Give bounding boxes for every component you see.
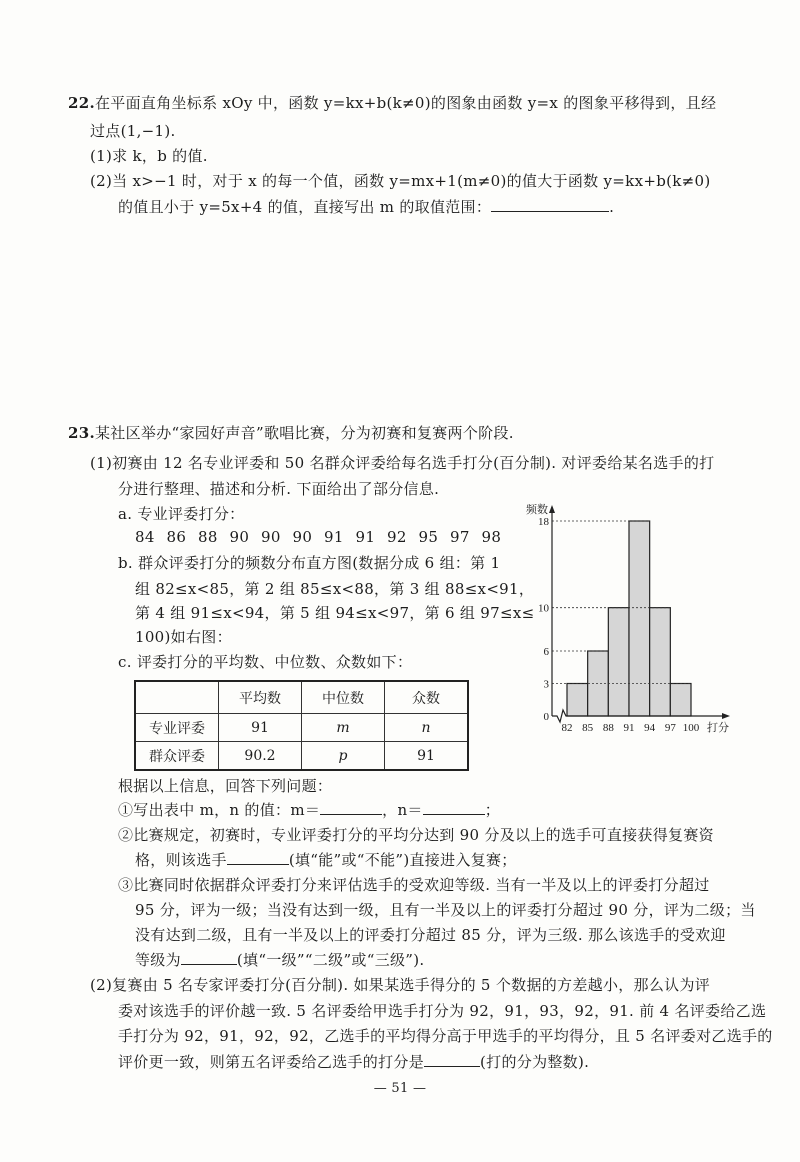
q23-p2-line1: (2)复赛由 5 名专家评委打分(百分制). 如果某选手得分的 5 个数据的方差越小，那么认为评 (90, 976, 711, 994)
q23-p1-line2: 分进行整理、描述和分析. 下面给出了部分信息. (118, 480, 440, 498)
q23-p2-text: 评价更一致，则第五名评委给乙选手的打分是 (118, 1053, 425, 1071)
q23-sub1-end: ； (484, 801, 501, 819)
x-tick-label: 85 (582, 722, 594, 734)
q23-p1-line1: (1)初赛由 12 名专业评委和 50 名群众评委给每名选手打分(百分制). 对评委给某名选手的打 (90, 454, 715, 472)
table-header-cell: 平均数 (219, 681, 302, 714)
y-tick-label: 18 (538, 516, 549, 528)
table-header-cell (135, 681, 219, 714)
q23-sub3-text: 等级为 (135, 951, 181, 969)
q23-b-line1: b. 群众评委打分的频数分布直方图(数据分成 6 组：第 1 (118, 554, 501, 572)
q23-professional-scores (135, 527, 501, 547)
histogram-bar (608, 608, 629, 716)
answer-blank-m[interactable] (320, 800, 382, 815)
q23-sub3-line4 (135, 950, 425, 970)
score-value: 91 (324, 528, 344, 546)
q22-part1: (1)求 k，b 的值. (90, 147, 208, 165)
score-value: 86 (166, 528, 187, 546)
table-header-cell: 中位数 (302, 681, 385, 714)
table-cell: n (385, 714, 469, 742)
answer-blank-fifth-score[interactable] (424, 1052, 480, 1067)
score-value: 90 (261, 528, 281, 546)
table-row (135, 742, 468, 771)
score-value: 84 (135, 528, 155, 546)
table-cell: 90.2 (219, 742, 302, 771)
q23-p2-end: (打的分为整数). (480, 1053, 590, 1071)
x-tick-label: 91 (623, 722, 635, 734)
score-value: 90 (229, 528, 250, 546)
score-value: 92 (387, 528, 407, 546)
q22-part2-text: 的值且小于 y=5x+4 的值，直接写出 m 的取值范围： (118, 198, 492, 216)
q23-b-line2: 组 82≤x<85，第 2 组 85≤x<88，第 3 组 88≤x<91， (135, 580, 535, 598)
q22-period: . (609, 198, 615, 216)
score-value: 97 (450, 528, 470, 546)
q22-stem-line1 (68, 93, 716, 113)
q23-b-line3: 第 4 组 91≤x<94，第 5 组 94≤x<97，第 6 组 97≤x≤ (135, 604, 535, 622)
x-tick-label: 100 (682, 722, 700, 734)
q23-p2-line4 (118, 1052, 589, 1072)
y-axis-label: 频数 (526, 504, 548, 516)
q23-c-label: c. 评委打分的平均数、中位数、众数如下： (118, 653, 413, 671)
y-tick-label: 10 (538, 602, 549, 615)
x-axis-label: 打分 (707, 722, 729, 734)
q23-a-label: a. 专业评委打分： (118, 505, 245, 523)
q23-sub3-line2: 95 分，评为一级；当没有达到一级，且有一半及以上的评委打分超过 90 分，评为二级；当 (135, 901, 756, 919)
q23-number: 23. (68, 424, 95, 442)
q23-stem (68, 423, 514, 443)
histogram-bar (670, 684, 691, 717)
q23-sub2-line2 (135, 850, 517, 870)
x-tick-label: 82 (561, 722, 573, 734)
q22-part2-line1: (2)当 x>−1 时，对于 x 的每一个值，函数 y=mx+1(m≠0)的值大于函数 y=kx+b(k≠0) (90, 172, 711, 190)
y-tick-label: 0 (543, 711, 549, 723)
q23-sub3-line1: ③比赛同时依据群众评委打分来评估选手的受欢迎等级. 当有一半及以上的评委打分超过 (118, 876, 710, 894)
x-tick-label: 94 (644, 722, 656, 734)
x-axis-arrow-icon (722, 713, 730, 719)
x-tick-label: 97 (664, 722, 676, 734)
statistics-table (134, 680, 469, 771)
q23-sub1 (118, 800, 500, 820)
histogram-bar (650, 608, 671, 716)
y-tick-label: 3 (543, 678, 549, 691)
q22-stem-line2: 过点(1,−1). (90, 122, 176, 140)
q23-sub1-text-n: ，n＝ (382, 801, 423, 819)
q23-p2-line3: 手打分为 92，91，92，92，乙选手的平均得分高于甲选手的平均得分，且 5 名评委对乙选手的 (118, 1027, 773, 1045)
histogram-bar (567, 684, 588, 717)
q23-b-line4: 100)如右图： (135, 628, 232, 646)
q23-sub2-line1: ②比赛规定，初赛时，专业评委打分的平均分达到 90 分及以上的选手可直接获得复赛资 (118, 826, 714, 844)
table-header-row (135, 681, 468, 714)
q23-p2-line2: 委对该选手的评价越一致. 5 名评委给甲选手打分为 92，91，93，92，91. 前 4 名评委给乙选 (118, 1002, 767, 1020)
answer-blank-qualify[interactable] (227, 850, 289, 865)
q23-sub2-end: (填“能”或“不能”)直接进入复赛； (288, 851, 517, 869)
histogram-bar (629, 521, 650, 716)
q23-sub1-text: ①写出表中 m，n 的值：m＝ (118, 801, 321, 819)
q23-sub3-end: (填“一级”“二级”或“三级”). (236, 951, 425, 969)
answer-blank-level[interactable] (181, 950, 237, 965)
x-tick-label: 88 (602, 722, 614, 734)
y-tick-label: 6 (543, 646, 549, 658)
table-cell: 专业评委 (135, 714, 219, 742)
table-cell: 群众评委 (135, 742, 219, 771)
frequency-histogram (500, 495, 740, 740)
y-axis-arrow-icon (549, 505, 555, 513)
answer-blank-m-range[interactable] (491, 197, 609, 212)
q22-stem-text: 在平面直角坐标系 xOy 中，函数 y=kx+b(k≠0)的图象由函数 y=x 的图象平移得到，且经 (95, 94, 717, 112)
page-number: — 51 — (373, 1081, 427, 1096)
score-value: 91 (355, 528, 376, 546)
score-value: 95 (418, 528, 439, 546)
table-cell: p (302, 742, 385, 771)
score-value: 98 (481, 528, 502, 546)
q23-intro: 根据以上信息，回答下列问题： (118, 777, 333, 795)
table-row (135, 714, 468, 742)
score-value: 90 (292, 528, 313, 546)
q22-part2-line2 (118, 197, 614, 217)
q23-sub2-text: 格，则该选手 (135, 851, 227, 869)
table-cell: m (302, 714, 385, 742)
table-cell: 91 (385, 742, 469, 771)
answer-blank-n[interactable] (423, 800, 485, 815)
q23-sub3-line3: 没有达到二级，且有一半及以上的评委打分超过 85 分，评为三级. 那么该选手的受欢迎 (135, 926, 726, 944)
q23-stem-text: 某社区举办“家园好声音”歌唱比赛，分为初赛和复赛两个阶段. (95, 424, 514, 442)
q22-number: 22. (68, 94, 95, 112)
table-cell: 91 (219, 714, 302, 742)
table-header-cell: 众数 (385, 681, 469, 714)
score-value: 88 (198, 528, 218, 546)
